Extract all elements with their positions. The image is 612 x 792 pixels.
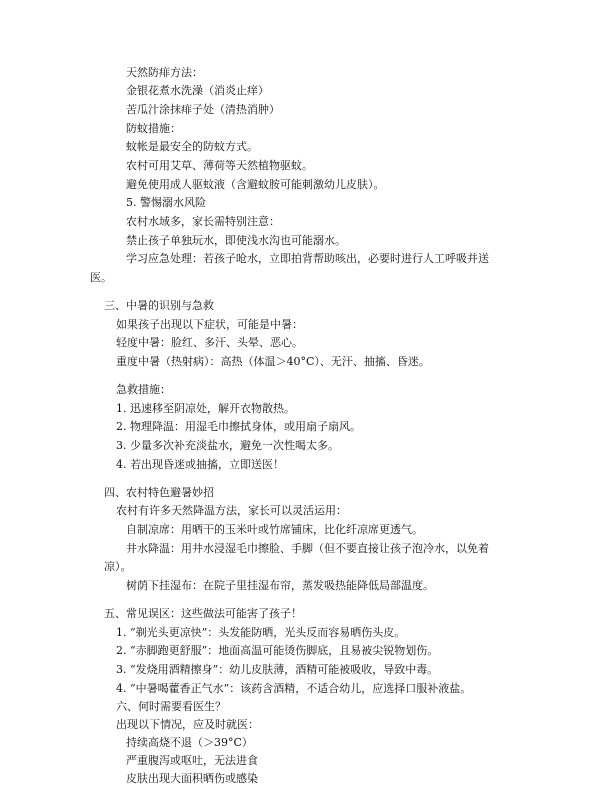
cooling-intro: 农村有许多天然降温方法，家长可以灵活运用：: [116, 504, 347, 517]
cooling-wet-cloth: 树荫下挂湿布：在院子里挂湿布帘，蒸发吸热能降低局部温度。: [126, 579, 434, 592]
first-aid-step-3: 3. 少量多次补充淡盐水，避免一次性喝太多。: [116, 439, 339, 452]
cooling-section-title: 四、农村特色避暑妙招: [104, 486, 214, 499]
heatstroke-intro: 如果孩子出现以下症状，可能是中暑：: [116, 318, 303, 331]
heatstroke-severe: 重度中暑（热射病）：高热（体温＞40°C）、无汗、抽搐、昏迷。: [116, 355, 430, 368]
cooling-well-water-cont: 凉）。: [104, 560, 132, 573]
doctor-intro: 出现以下情况，应及时就医：: [116, 718, 259, 731]
mosquito-plants-line: 农村可用艾草、薄荷等天然植物驱蚊。: [126, 159, 313, 172]
rash-method-bitter-melon: 苦瓜汁涂抹痱子处（清热消肿）: [126, 103, 280, 116]
first-aid-heading: 急救措施：: [116, 383, 171, 396]
myths-section-title: 五、常见误区：这些做法可能害了孩子！: [104, 607, 302, 620]
cooling-well-water: 井水降温：用井水浸湿毛巾擦脸、手脚（但不要直接让孩子泡冷水，以免着: [126, 542, 489, 555]
mosquito-repellent-line: 避免使用成人驱蚊液（含避蚊胺可能刺激幼儿皮肤）。: [126, 178, 385, 191]
doctor-condition-fever: 持续高烧不退（＞39°C）: [126, 736, 253, 749]
doctor-condition-diarrhea: 严重腹泻或呕吐，无法进食: [126, 754, 258, 767]
rash-methods-heading: 天然防痱方法：: [126, 66, 203, 79]
drowning-emergency-line: 学习应急处理：若孩子呛水，立即拍背帮助咳出，必要时进行人工呼吸并送: [126, 252, 489, 265]
myth-3: 3. “发烧用酒精擦身”：幼儿皮肤薄，酒精可能被吸收，导致中毒。: [116, 663, 439, 676]
myth-2: 2. “赤脚跑更舒服”：地面高温可能烫伤脚底，且易被尖锐物划伤。: [116, 644, 439, 657]
heatstroke-mild: 轻度中暑：脸红、多汗、头晕、恶心。: [116, 336, 303, 349]
first-aid-step-1: 1. 迅速移至阴凉处，解开衣物散热。: [116, 402, 295, 415]
cooling-mat: 自制凉席：用晒干的玉米叶或竹席铺床，比化纤凉席更透气。: [126, 523, 423, 536]
drowning-rule: 禁止孩子单独玩水，即使浅水沟也可能溺水。: [126, 234, 346, 247]
drowning-intro: 农村水域多，家长需特别注意：: [126, 215, 280, 228]
drowning-heading: 5. 警惕溺水风险: [126, 196, 206, 209]
doctor-section-title: 六、何时需要看医生？: [116, 700, 226, 713]
heatstroke-section-title: 三、中暑的识别与急救: [104, 299, 214, 312]
mosquito-net-line: 蚊帐是最安全的防蚊方式。: [126, 140, 258, 153]
myth-1: 1. “剃光头更凉快”：头发能防晒，光头反而容易晒伤头皮。: [116, 626, 406, 639]
first-aid-step-4: 4. 若出现昏迷或抽搐，立即送医！: [116, 458, 284, 471]
myth-4: 4. “中暑喝藿香正气水”：该药含酒精，不适合幼儿，应选择口服补液盐。: [116, 682, 472, 695]
rash-method-honeysuckle: 金银花煮水洗澡（消炎止痒）: [126, 84, 269, 97]
mosquito-heading: 防蚊措施：: [126, 122, 181, 135]
drowning-emergency-cont: 医。: [90, 271, 112, 284]
first-aid-step-2: 2. 物理降温：用湿毛巾擦拭身体，或用扇子扇风。: [116, 420, 361, 433]
doctor-condition-sunburn: 皮肤出现大面积晒伤或感染: [126, 772, 258, 785]
